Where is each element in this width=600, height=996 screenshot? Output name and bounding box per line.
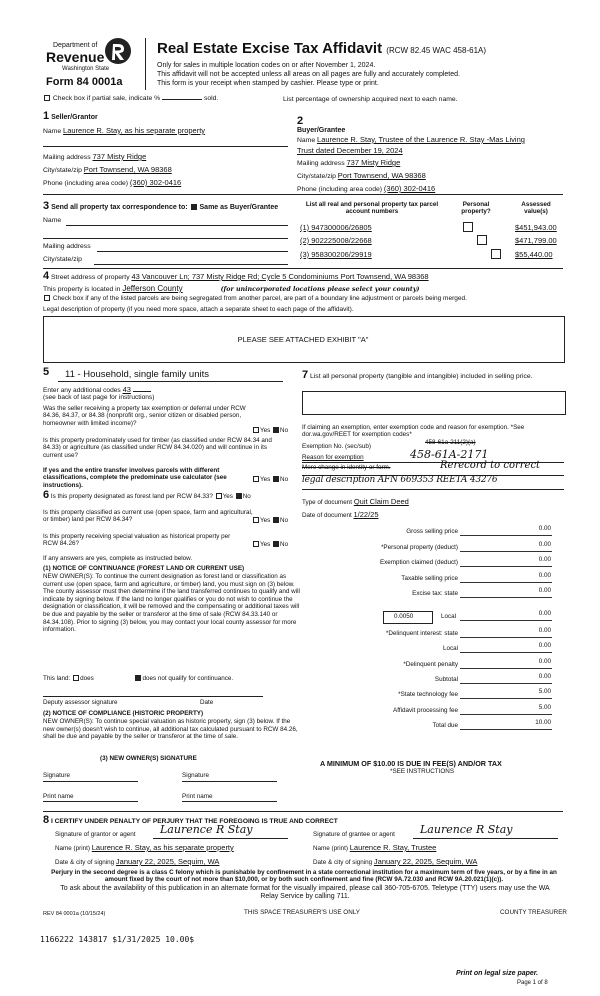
- local-value[interactable]: 0.00: [538, 610, 551, 617]
- land-does-not-checkbox[interactable]: [135, 675, 141, 681]
- buyer-mail[interactable]: 737 Misty Ridge: [346, 158, 401, 167]
- tax-label: Local: [442, 645, 458, 653]
- tax-label: Affidavit processing fee: [393, 706, 458, 714]
- dept-line2: Revenue: [46, 49, 105, 65]
- assessor-signature-label: Deputy assessor signature: [43, 699, 118, 706]
- legal-label: Legal description of property (if you need more space, attach a separate sheet to each page of the affidavit).: [43, 306, 354, 313]
- buyer-phone[interactable]: (360) 302-0416: [383, 184, 436, 193]
- tax-value[interactable]: 0.00: [538, 672, 551, 680]
- property-street-row: 4 Street address of property 43 Vancouver Ln; 737 Misty Ridge Rd; Cycle 5 Condominiums Port Townsend, WA 98368: [43, 270, 429, 282]
- parcel-col1: List all real and personal property tax parcel account numbers: [305, 201, 439, 215]
- tax-label: Gross selling price: [406, 528, 458, 535]
- doc-type[interactable]: Quit Claim Deed: [353, 497, 409, 506]
- q-exemption-yes[interactable]: [253, 427, 259, 433]
- tax-underline: [460, 652, 552, 653]
- q-current-use-no[interactable]: [273, 517, 279, 523]
- segregated-row: Check box if any of the listed parcels are being segregated from another parcel, are part of a boundary line adjustment or parcels being merged.: [43, 295, 467, 302]
- notice2-title: (2) NOTICE OF COMPLIANCE (HISTORIC PROPERTY): [43, 710, 204, 717]
- parcel-row-2-num[interactable]: (2) 902225008/22668: [300, 236, 372, 245]
- seller-phone[interactable]: (360) 302-0416: [129, 178, 182, 187]
- q-current-use: Is this property classified as current use (open space, farm and agricultural, or timber) land per RCW 84.34?: [43, 509, 253, 524]
- segregated-checkbox[interactable]: [44, 295, 50, 301]
- q-historic-answer: Yes No: [252, 541, 288, 548]
- buyer-city[interactable]: Port Townsend, WA 98368: [337, 171, 426, 180]
- section5-num: 5: [43, 366, 50, 378]
- q-exemption: Was the seller receiving a property tax exemption or deferral under RCW 84.36, 84.37, or 84.38 (nonprofit org., senior citizen or disabled person, homeowner with limited income)?: [43, 405, 246, 427]
- exemption-instruction: If claiming an exemption, enter exemption code and reason for exemption. *See dor.wa.gov/REET for exemption codes*: [302, 424, 525, 439]
- corr-name-row: Name: [43, 217, 62, 224]
- correspondence-heading: 3 Send all property tax correspondence to: Same as Buyer/Grantee: [43, 200, 279, 212]
- q-timber-yes[interactable]: [253, 476, 259, 482]
- header-note3: This form is your receipt when stamped by cashier. Please type or print.: [157, 80, 379, 87]
- owner-signature-label-1: Signature: [43, 772, 70, 779]
- reason-handwritten-1[interactable]: Rerecord to correct: [440, 460, 541, 471]
- property-street[interactable]: 43 Vancouver Ln; 737 Misty Ridge Rd; Cycle 5 Condominiums Port Townsend, WA 98368: [131, 272, 429, 281]
- partial-sale-checkbox[interactable]: [44, 95, 50, 101]
- tax-value[interactable]: 5.00: [538, 703, 551, 711]
- buyer-heading-label: Buyer/Grantee: [297, 127, 346, 134]
- doc-date[interactable]: 1/22/25: [353, 510, 379, 519]
- header-note1: Only for sales in multiple location codes on or after November 1, 2024.: [157, 62, 376, 69]
- q-historic-no[interactable]: [273, 541, 279, 547]
- tax-underline: [460, 668, 552, 669]
- tax-underline: [460, 637, 552, 638]
- q-historic-yes[interactable]: [253, 541, 259, 547]
- tax-label: *Delinquent interest: state: [385, 630, 458, 637]
- q-forest-row: 6 Is this property designated as forest land per RCW 84.33? Yes No: [43, 489, 251, 501]
- exemption-no-struck: 458-61a-211(2)(a): [425, 439, 476, 446]
- legal-paper-note: Print on legal size paper.: [456, 970, 539, 977]
- tax-label: *Personal property (deduct): [380, 543, 458, 551]
- use-code[interactable]: 11 - Household, single family units: [65, 369, 209, 380]
- tax-label: *State technology fee: [398, 691, 458, 699]
- tax-value[interactable]: 0.00: [538, 571, 551, 579]
- alt-format-notice: To ask about the availability of this publication in an alternate format for the visually impaired, please call 360-705-6705. Teletype (TTY) users may use the WA Relay Service by calling 711.: [60, 885, 550, 901]
- grantor-sig-label: Signature of grantor or agent: [55, 831, 136, 838]
- tax-value[interactable]: 0.00: [538, 525, 551, 532]
- buyer-name-row: Name Laurence R. Stay, Trustee of the Laurence R. Stay -Mas Living: [297, 135, 525, 144]
- notice1-title: (1) NOTICE OF CONTINUANCE (FOREST LAND OR CURRENT USE): [43, 565, 245, 572]
- tax-value[interactable]: 0.00: [538, 657, 551, 665]
- tax-value[interactable]: 0.00: [538, 587, 551, 595]
- q-exemption-no[interactable]: [273, 427, 279, 433]
- grantor-name-row: Name (print) Laurence R. Stay, as his separate property: [55, 843, 234, 852]
- tax-underline: [460, 582, 552, 583]
- parcel-row-3-num[interactable]: (3) 958300206/29919: [300, 250, 372, 259]
- grantor-name[interactable]: Laurence R. Stay, as his separate property: [91, 843, 234, 852]
- reason-label: Reason for exemption: [302, 454, 364, 461]
- partial-sale-row: Check box if partial sale, indicate % sold.: [43, 95, 218, 102]
- parcel-row-2-personal-checkbox[interactable]: [477, 235, 487, 245]
- tax-underline: [460, 698, 552, 699]
- tax-value[interactable]: 10.00: [535, 718, 551, 726]
- seller-name[interactable]: Laurence R. Stay, as his separate property: [63, 126, 206, 135]
- certify-row: 8 I CERTIFY UNDER PENALTY OF PERJURY THAT THE FOREGOING IS TRUE AND CORRECT: [43, 814, 338, 826]
- owner-signature-label-2: Signature: [182, 772, 209, 779]
- notice2-body: NEW OWNER(S): To continue special valuation as historic property, sign (3) below. If the new owner(s) doesn't wish to continue, all additional tax calculated pursuant to RCW 84.26, shall be due and payable by the seller or transferor at the time of sale.: [43, 718, 298, 741]
- q-historic: Is this property receiving special valuation as historical property per RCW 84.26?: [43, 533, 231, 548]
- buyer-phone-row: Phone (including area code) (360) 302-0416: [297, 184, 436, 193]
- reason-handwritten-2[interactable]: legal description AFN 669353 REETA 43276: [302, 475, 498, 485]
- property-county[interactable]: Jefferson County: [122, 284, 183, 293]
- tax-label: *Delinquent penalty: [403, 660, 458, 668]
- dept-line3: Washington State: [62, 66, 110, 72]
- owner-print-name-2: Print name: [182, 793, 213, 800]
- personal-property-box[interactable]: [302, 391, 566, 415]
- parcel-col3: Assessed value(s): [521, 201, 551, 215]
- q-timber-answer: Yes No: [252, 476, 288, 483]
- local-rate[interactable]: 0.0050: [394, 613, 414, 620]
- land-does-checkbox[interactable]: [73, 675, 79, 681]
- page-number: Page 1 of 8: [517, 980, 548, 986]
- grantee-name-row: Name (print) Laurence R. Stay, Trustee: [313, 843, 437, 852]
- grantor-date[interactable]: January 22, 2025, Sequim, WA: [115, 857, 220, 866]
- q-timber-b: If yes and the entire transfer involves parcels with different classifications, complete the predominate use calculator (see instructions).: [43, 467, 227, 489]
- county-treasurer: COUNTY TREASURER: [500, 909, 567, 916]
- tax-underline: [460, 566, 552, 567]
- tax-underline: [460, 535, 552, 536]
- grantee-signature[interactable]: Laurence R Stay: [420, 823, 513, 836]
- section7-heading: 7 List all personal property (tangible and intangible) included in selling price.: [302, 369, 533, 381]
- seller-mail[interactable]: 737 Misty Ridge: [92, 152, 147, 161]
- treasurer-use-only: THIS SPACE TREASURER'S USE ONLY: [244, 909, 360, 916]
- cashier-stamp: 1166222 143817 $1/31/2025 10.00$: [40, 935, 195, 944]
- tax-label: Total due: [432, 721, 458, 729]
- q-current-use-yes[interactable]: [253, 517, 259, 523]
- legal-description-text: PLEASE SEE ATTACHED EXHIBIT "A": [237, 335, 369, 344]
- buyer-mail-row: Mailing address 737 Misty Ridge: [297, 158, 401, 167]
- doc-type-row: Type of document Quit Claim Deed: [302, 497, 409, 506]
- seller-heading: 1 Seller/Grantor: [43, 110, 98, 122]
- seller-city[interactable]: Port Townsend, WA 98368: [83, 165, 172, 174]
- parcel-col2: Personal property?: [461, 201, 491, 215]
- tax-label: Excise tax: state: [412, 590, 458, 598]
- tax-underline: [460, 597, 552, 598]
- q-forest-yes[interactable]: [216, 493, 222, 499]
- q-exemption-answer: Yes No: [252, 427, 288, 434]
- grantee-sig-label: Signature of grantee or agent: [313, 831, 395, 838]
- grantee-name[interactable]: Laurence R. Stay, Trustee: [349, 843, 437, 852]
- parcel-row-2-value[interactable]: $471,799.00: [515, 236, 557, 245]
- tax-value[interactable]: 0.00: [538, 642, 551, 650]
- parcel-row-1-personal-checkbox[interactable]: [463, 222, 473, 232]
- dept-line1: Department of: [53, 42, 98, 49]
- land-qualify-row: This land: does does not qualify for continuance.: [43, 675, 234, 682]
- buyer-city-row: City/state/zip Port Townsend, WA 98368: [297, 171, 426, 180]
- minimum-due: A MINIMUM OF $10.00 IS DUE IN FEE(S) AND/OR TAX: [320, 759, 502, 768]
- tax-label: Subtotal: [434, 675, 458, 683]
- doc-date-row: Date of document 1/22/25: [302, 510, 379, 519]
- parcel-row-3-value[interactable]: $55,440.00: [515, 250, 553, 259]
- additional-codes[interactable]: 43: [122, 385, 131, 394]
- parcel-row-1-num[interactable]: (1) 947300006/26805: [300, 223, 372, 232]
- owner-print-name-1: Print name: [43, 793, 74, 800]
- tax-underline: [460, 714, 552, 715]
- grantor-signature[interactable]: Laurence R Stay: [160, 823, 253, 836]
- yes-instruction: If any answers are yes, complete as instructed below.: [43, 555, 193, 562]
- form-title: Real Estate Excise Tax Affidavit (RCW 82.45 WAC 458-61A): [157, 40, 487, 57]
- see-instructions: *SEE INSTRUCTIONS: [390, 768, 455, 775]
- tax-underline: [460, 551, 552, 552]
- tax-underline: [460, 683, 552, 684]
- q-timber: Is this property predominately used for timber (as classified under RCW 84.34 and 84.33) or agriculture (as classified under RCW 84.34.020) and will continue in its current use?: [43, 437, 272, 459]
- local-label: Local: [441, 613, 457, 620]
- tax-value[interactable]: 0.00: [538, 627, 551, 634]
- exemption-no-label: Exemption No. (sec/sub): [302, 443, 371, 450]
- parcel-row-3-personal-checkbox[interactable]: [491, 249, 501, 259]
- buyer-name-line1[interactable]: Laurence R. Stay, Trustee of the Laurence R. Stay -Mas Living: [317, 135, 525, 144]
- grantee-date-row: Date & city of signing January 22, 2025, Sequim, WA: [313, 857, 478, 866]
- notice3-title: (3) NEW OWNER(S) SIGNATURE: [100, 755, 197, 762]
- exemption-no-handwritten[interactable]: 458-61A-2171: [410, 448, 489, 461]
- notice1-body: NEW OWNER(S): To continue the current designation as forest land or classification as current use (open space, farm and agriculture, or timber) land, you must sign on (3) below. The county assessor must then determine if the land transferred continues to qualify and will indicate by signing below. If the land no longer qualifies or you do not wish to continue the designation or classification, it will be removed and the compensating or additional taxes will be due and payable by the seller or transferor at the time of sale (RCW 84.33.140 or 84.34.108). Prior to signing (3) below, you may contact your local county assessor for more information.: [43, 573, 300, 634]
- tax-underline: [460, 729, 552, 730]
- tax-label: Exemption claimed (deduct): [379, 559, 458, 567]
- q-forest-no[interactable]: [236, 493, 242, 499]
- revenue-logo: [103, 36, 133, 68]
- perjury-notice: Perjury in the second degree is a class C felony which is punishable by confinement in a state correctional institution for a maximum term of five years, or by a fine in an amount fixed by the court of not more than $10,000, or by both such confinement and fine (RCW 9A.72.030 and RCW 9A.20.021(1)(c)).: [51, 869, 557, 884]
- corr-mail-row: Mailing address: [43, 243, 91, 250]
- rcw-reference: (RCW 82.45 WAC 458-61A): [386, 46, 487, 55]
- tax-value[interactable]: 0.00: [538, 540, 551, 548]
- header-note2: This affidavit will not be accepted unless all areas on all pages are fully and accurately completed.: [157, 71, 460, 78]
- grantor-date-row: Date & city of signing January 22, 2025, Sequim, WA: [55, 857, 220, 866]
- revision-label: REV 84 0001a (10/15/24): [43, 911, 106, 917]
- seller-city-row: City/state/zip Port Townsend, WA 98368: [43, 165, 172, 174]
- same-as-buyer-checkbox[interactable]: [191, 204, 197, 210]
- reason-struck: Mere change in identity or form.: [302, 464, 391, 471]
- seller-mail-row: Mailing address 737 Misty Ridge: [43, 152, 147, 161]
- buyer-name-line2[interactable]: Trust dated December 19, 2024: [297, 146, 403, 155]
- corr-city-row: City/state/zip: [43, 256, 82, 263]
- tax-label: Taxable selling price: [401, 574, 458, 582]
- parcel-row-1-value[interactable]: $451,943.00: [515, 223, 557, 232]
- additional-codes-row: Enter any additional codes 43: [43, 385, 151, 394]
- buyer-heading: 2: [297, 115, 304, 127]
- property-county-row: This property is located in Jefferson County (for unincorporated locations please select your county): [43, 284, 420, 293]
- q-current-use-answer: Yes No: [252, 517, 288, 524]
- seller-phone-row: Phone (including area code) (360) 302-0416: [43, 178, 182, 187]
- assessor-date-label: Date: [200, 699, 214, 706]
- seller-name-row: Name Laurence R. Stay, as his separate property: [43, 126, 206, 135]
- form-number: Form 84 0001a: [46, 76, 123, 88]
- tax-value[interactable]: 0.00: [538, 556, 551, 564]
- tax-value[interactable]: 5.00: [538, 688, 551, 696]
- q-timber-no[interactable]: [273, 476, 279, 482]
- percentage-note: List percentage of ownership acquired next to each name.: [283, 96, 458, 103]
- see-back-note: (see back of last page for instructions): [43, 394, 155, 401]
- grantee-date[interactable]: January 22, 2025, Sequim, WA: [373, 857, 478, 866]
